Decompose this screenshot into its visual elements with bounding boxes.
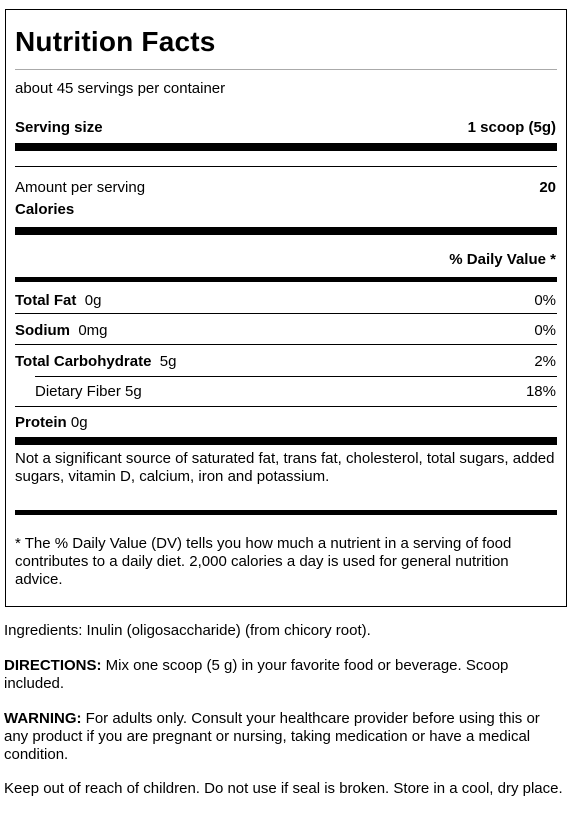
ingredients-text: Ingredients: Inulin (oligosaccharide) (from chicory root). [4, 622, 371, 639]
storage-text: Keep out of reach of children. Do not use if seal is broken. Store in a cool, dry place. [4, 780, 563, 797]
nutrient-row-sub [35, 383, 142, 400]
nutrient-name: Total Carbohydrate [15, 353, 152, 370]
nutrition-title: Nutrition Facts [15, 26, 216, 57]
nutrient-row [15, 322, 108, 339]
servings-per-container: about 45 servings per container [15, 80, 226, 97]
calories-value: 20 [539, 179, 556, 196]
nutrient-dv: 2% [534, 353, 556, 370]
nutrient-amount: 0g [84, 292, 102, 309]
nutrient-row [15, 353, 176, 370]
nutrient-dv: 0% [534, 322, 556, 339]
divider [15, 69, 557, 70]
divider-thick [15, 143, 557, 151]
nutrient-name: Protein [15, 414, 67, 431]
not-significant-note: Not a significant source of saturated fat, trans fat, cholesterol, total sugars, added sugars, vitamin D, calcium, iron and potassium. [15, 450, 555, 485]
nutrient-amount: 5g [159, 353, 177, 370]
directions-body: Mix one scoop (5 g) in your favorite food or beverage. Scoop included. [4, 657, 509, 692]
nutrient-name: Sodium [15, 322, 70, 339]
daily-value-header: % Daily Value * [449, 251, 556, 268]
divider [35, 376, 557, 377]
divider [15, 313, 557, 314]
divider [15, 344, 557, 345]
warning-text [4, 710, 564, 764]
warning-label: WARNING: [4, 710, 82, 727]
nutrient-amount: 0g [70, 414, 88, 431]
nutrient-amount: 0mg [78, 322, 108, 339]
nutrient-row [15, 414, 88, 431]
divider [15, 166, 557, 167]
directions-text [4, 657, 564, 693]
nutrient-dv: 18% [525, 383, 556, 400]
divider [15, 406, 557, 407]
divider-thick [15, 437, 557, 445]
serving-size-label: Serving size [15, 119, 103, 136]
directions-label: DIRECTIONS: [4, 657, 102, 674]
warning-body: For adults only. Consult your healthcare provider before using this or any product if you are pregnant or nursing, taking medication or have a medical condition. [4, 710, 540, 763]
nutrient-dv: 0% [534, 292, 556, 309]
divider-medium [15, 277, 557, 282]
nutrient-row [15, 292, 101, 309]
divider-thick [15, 227, 557, 235]
amount-per-serving: Amount per serving [15, 179, 146, 196]
nutrient-name: Dietary Fiber 5g [35, 383, 142, 400]
divider-medium [15, 510, 557, 515]
serving-size-value: 1 scoop (5g) [467, 119, 556, 136]
nutrition-facts-panel [5, 9, 567, 607]
daily-value-footnote: * The % Daily Value (DV) tells you how much a nutrient in a serving of food contributes to a daily diet. 2,000 calories a day is used for general nutrition advice. [15, 535, 512, 588]
calories-label: Calories [15, 201, 75, 218]
nutrient-name: Total Fat [15, 292, 77, 309]
